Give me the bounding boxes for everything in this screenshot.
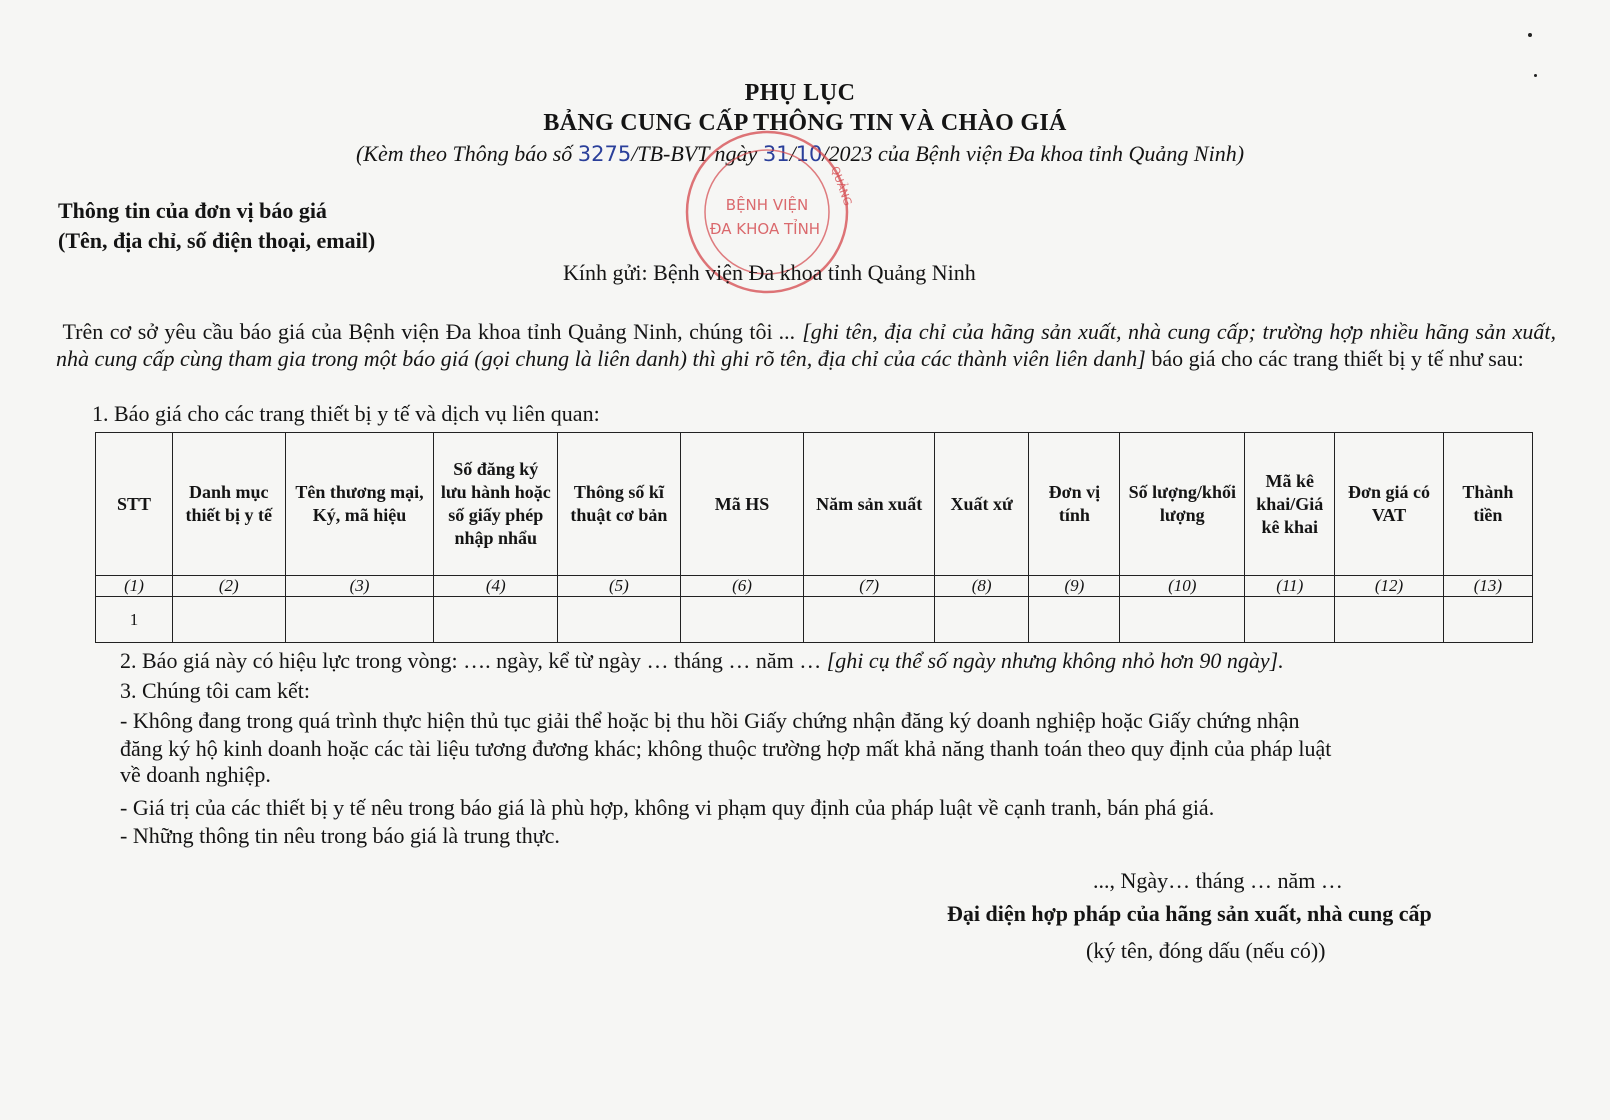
header-cell: Tên thương mại, Ký, mã hiệu [285, 433, 434, 576]
cell-year [804, 597, 935, 643]
commitment-1-line2: đăng ký hộ kinh doanh hoặc các tài liệu tương đương khác; không thuộc trường hợp mất khả năng thanh toán theo quy định của pháp luật [120, 736, 1332, 761]
quoter-info-heading: Thông tin của đơn vị báo giá [58, 198, 327, 223]
header-cell: Thành tiền [1443, 433, 1532, 576]
document-subtitle: BẢNG CUNG CẤP THÔNG TIN VÀ CHÀO GIÁ [543, 110, 1067, 136]
header-cell: STT [96, 433, 173, 576]
column-number: (11) [1245, 576, 1335, 597]
column-number: (5) [558, 576, 681, 597]
cell-total [1443, 597, 1532, 643]
table-row [96, 597, 1533, 643]
handwritten-month: 10 [795, 142, 823, 166]
document-title: PHỤ LỤC [744, 80, 856, 106]
column-number: (13) [1443, 576, 1532, 597]
header-cell: Đơn vị tính [1029, 433, 1120, 576]
header-cell: Mã kê khai/Giá kê khai [1245, 433, 1335, 576]
commitment-2: - Giá trị của các thiết bị y tế nêu trong báo giá là phù hợp, không vi phạm quy định của pháp luật về cạnh tranh, bán phá giá. [120, 795, 1215, 820]
column-number: (12) [1335, 576, 1443, 597]
column-number: (4) [434, 576, 558, 597]
header-cell: Xuất xứ [935, 433, 1029, 576]
commitment-1-line1: - Không đang trong quá trình thực hiện thủ tục giải thể hoặc bị thu hồi Giấy chứng nhận đăng ký doanh nghiệp hoặc Giấy chứng nhận [120, 708, 1300, 733]
signature-note: (ký tên, đóng dấu (nếu có)) [1086, 938, 1326, 963]
stamp-line1: BỆNH VIỆN [725, 196, 809, 214]
column-number-row [96, 576, 1533, 597]
column-number: (8) [935, 576, 1029, 597]
column-number: (1) [96, 576, 173, 597]
cell-registration [434, 597, 558, 643]
recipient-line: Kính gửi: Bệnh viện Đa khoa tỉnh Quảng Ninh [563, 260, 976, 285]
quoter-info-hint: (Tên, địa chỉ, số điện thoại, email) [58, 228, 376, 253]
handwritten-ref-number: 3275 [577, 142, 632, 166]
commitment-1-line3: về doanh nghiệp. [120, 762, 271, 787]
intro-paragraph: Trên cơ sở yêu cầu báo giá của Bệnh viện Đa khoa tỉnh Quảng Ninh, chúng tôi ... [ghi tên, địa chỉ của hãng sản xuất, nhà cung cấp; trường hợp nhiều hãng sản xuất, nhà cung cấp cùng tham gia trong một báo giá (gọi chung là liên danh) thì ghi rõ tên, địa chỉ của các thành viên liên danh] báo giá cho các trang thiết bị y tế như sau: [56, 319, 1556, 371]
scan-speck [1528, 33, 1532, 37]
column-number: (9) [1029, 576, 1120, 597]
cell-trade-name [285, 597, 434, 643]
commitment-3: - Những thông tin nêu trong báo giá là trung thực. [120, 823, 560, 848]
stamp-line2: ĐA KHOA TỈNH [709, 220, 821, 238]
section-1-heading: 1. Báo giá cho các trang thiết bị y tế và dịch vụ liên quan: [92, 401, 600, 426]
cell-specs [558, 597, 681, 643]
column-number: (7) [804, 576, 935, 597]
header-cell: Đơn giá có VAT [1335, 433, 1443, 576]
header-cell: Số đăng ký lưu hành hoặc số giấy phép nhập nhẩu [434, 433, 558, 576]
header-cell: Mã HS [680, 433, 804, 576]
column-number: (6) [680, 576, 804, 597]
column-number: (2) [173, 576, 285, 597]
cell-unit-price [1335, 597, 1443, 643]
cell-stt: 1 [96, 597, 173, 643]
cell-origin [935, 597, 1029, 643]
signature-representative: Đại diện hợp pháp của hãng sản xuất, nhà cung cấp [947, 901, 1432, 926]
scan-speck [1534, 74, 1537, 77]
column-number: (3) [285, 576, 434, 597]
stamp-ring-text: QUẢNG [828, 164, 855, 208]
section-2-validity: 2. Báo giá này có hiệu lực trong vòng: …. ngày, kể từ ngày … tháng … năm … [ghi cụ thể số ngày nhưng không nhỏ hơn 90 ngày]. [120, 648, 1284, 673]
header-cell: Năm sản xuất [804, 433, 935, 576]
cell-device [173, 597, 285, 643]
signature-date: ..., Ngày… tháng … năm … [1093, 868, 1343, 893]
header-cell: Danh mục thiết bị y tế [173, 433, 285, 576]
document-reference: (Kèm theo Thông báo số 3275/TB-BVT ngày 31/10/2023 của Bệnh viện Đa khoa tỉnh Quảng Ninh) [355, 141, 1245, 166]
table-header-row [96, 433, 1533, 576]
cell-unit [1029, 597, 1120, 643]
header-cell: Số lượng/khối lượng [1120, 433, 1245, 576]
quote-table [95, 432, 1533, 643]
column-number: (10) [1120, 576, 1245, 597]
cell-quantity [1120, 597, 1245, 643]
cell-hs-code [680, 597, 804, 643]
section-3-heading: 3. Chúng tôi cam kết: [120, 678, 311, 703]
cell-declared-price [1245, 597, 1335, 643]
handwritten-day: 31 [762, 142, 790, 166]
header-cell: Thông số kĩ thuật cơ bản [558, 433, 681, 576]
